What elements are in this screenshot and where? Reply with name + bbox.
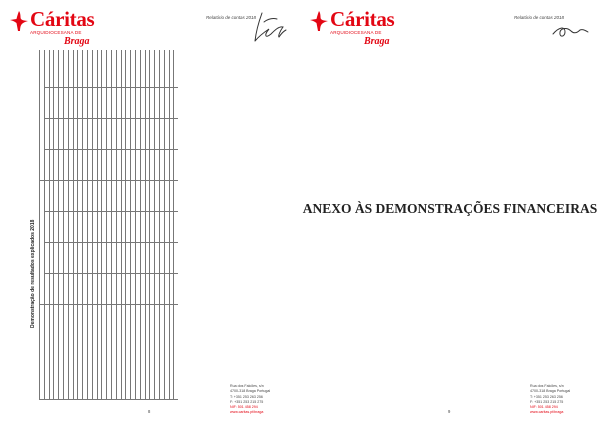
annex-title: ANEXO ÀS DEMONSTRAÇÕES FINANCEIRAS [302,201,598,216]
page-number: 8 [148,409,151,414]
row-label [174,305,178,400]
caritas-logo [308,8,408,48]
footer-fax: F: +351 253 215 275 [230,399,264,404]
logo-wordmark: Cáritas [30,7,95,31]
table-cell [174,88,178,119]
table-cell [174,181,178,212]
footer-phone: T: +351 253 263 256 [530,394,563,399]
income-statement-table [39,50,178,400]
footer-nif: NIF: 501 458 294 [230,405,258,410]
page-number: 9 [448,409,451,414]
logo-subtitle: ARQUIDIOCESANA DE [330,30,382,35]
table-body [49,50,178,400]
table-cell [174,150,178,181]
address-footer [530,384,570,416]
footer-nif: NIF: 501 458 294 [530,405,558,410]
logo-wordmark: Cáritas [330,7,395,31]
footer-street: Rua dos Falcões, s/n [230,384,264,388]
right-page [300,0,600,424]
footer-postal: 4700-318 Braga Portugal [230,389,271,394]
handwritten-signature [248,8,288,48]
footer-street: Rua dos Falcões, s/n [530,384,564,388]
report-header: Relatório de contas 2018 [206,15,257,20]
rotated-table-wrapper [28,50,178,400]
footer-web[interactable]: www.caritas.pt/braga [230,410,264,415]
handwritten-signature [550,20,590,42]
footer-fax: F: +351 253 215 275 [530,399,564,404]
cross-icon [8,10,30,32]
caritas-logo [8,8,108,48]
footer-phone: T: +351 253 263 256 [230,394,263,399]
table-cell [174,212,178,243]
logo-subtitle: ARQUIDIOCESANA DE [30,30,82,35]
footer-web[interactable]: www.caritas.pt/braga [530,410,564,415]
report-header: Relatório de contas 2018 [514,15,565,20]
logo-city: Braga [64,36,90,47]
table-cell [174,119,178,150]
table-cell [174,50,178,88]
address-footer [230,384,270,416]
table-title: Demonstração de resultados explicados 2018 [30,219,36,328]
table-cell [174,274,178,305]
cross-icon [308,10,330,32]
rotated-sheet [28,50,178,400]
table-row [174,50,178,400]
table-cell [174,243,178,274]
logo-city: Braga [364,36,390,47]
footer-postal: 4700-318 Braga Portugal [530,389,571,394]
